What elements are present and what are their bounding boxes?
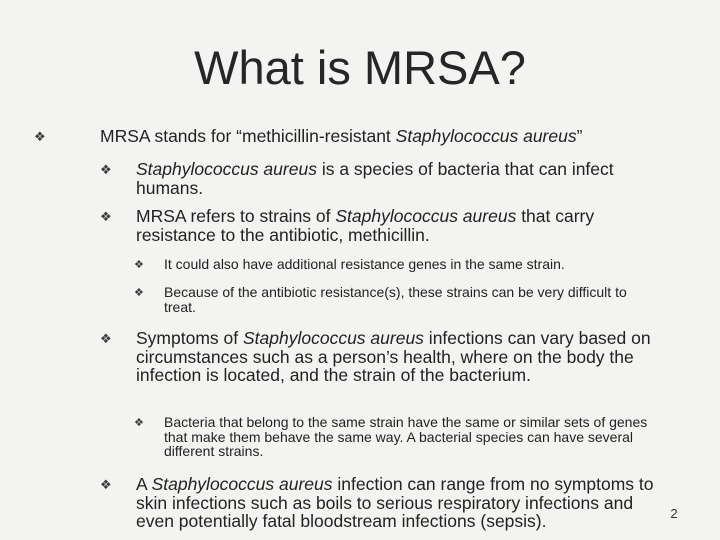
bullet-species-info: [100, 160, 660, 197]
bullet-infection-range: [100, 475, 660, 531]
bullet-text: It could also have additional resistance genes in the same strain.: [164, 256, 565, 272]
bullet-difficult-treat: [134, 285, 654, 314]
diamond-bullet-icon: ❖: [34, 130, 46, 145]
bullet-text: Symptoms of Staphylococcus aureus infections can vary based on circumstances such as a person’s health, where on the body the infection is located, and the strain of the bacterium.: [136, 328, 651, 385]
diamond-bullet-icon: ❖: [134, 416, 144, 429]
diamond-bullet-icon: ❖: [134, 286, 144, 299]
diamond-bullet-icon: ❖: [100, 163, 112, 178]
bullet-symptoms: [100, 329, 660, 385]
bullet-text: A Staphylococcus aureus infection can range from no symptoms to skin infections such as boils to serious respiratory infections and even potentially fatal bloodstream infections (sepsis).: [136, 474, 654, 531]
diamond-bullet-icon: ❖: [100, 332, 112, 347]
slide-title: What is MRSA?: [194, 41, 526, 94]
bullet-additional-genes: [134, 257, 654, 273]
bullet-same-strain: [134, 415, 654, 459]
page-number: 2: [670, 506, 678, 521]
bullet-mrsa-definition: [34, 126, 684, 148]
diamond-bullet-icon: ❖: [134, 258, 144, 271]
bullet-strain-resistance: [100, 207, 660, 244]
diamond-bullet-icon: ❖: [100, 478, 112, 493]
bullet-text: Staphylococcus aureus is a species of bacteria that can infect humans.: [136, 159, 614, 198]
bullet-text: MRSA refers to strains of Staphylococcus aureus that carry resistance to the antibiotic, methicillin.: [136, 206, 595, 245]
bullet-text: MRSA stands for “methicillin-resistant Staphylococcus aureus”: [100, 126, 583, 146]
bullet-text: Because of the antibiotic resistance(s), these strains can be very difficult to treat.: [164, 284, 627, 315]
bullet-text: Bacteria that belong to the same strain have the same or similar sets of genes that make them behave the same way. A bacterial species can have several different strains.: [164, 414, 648, 459]
diamond-bullet-icon: ❖: [100, 210, 112, 225]
